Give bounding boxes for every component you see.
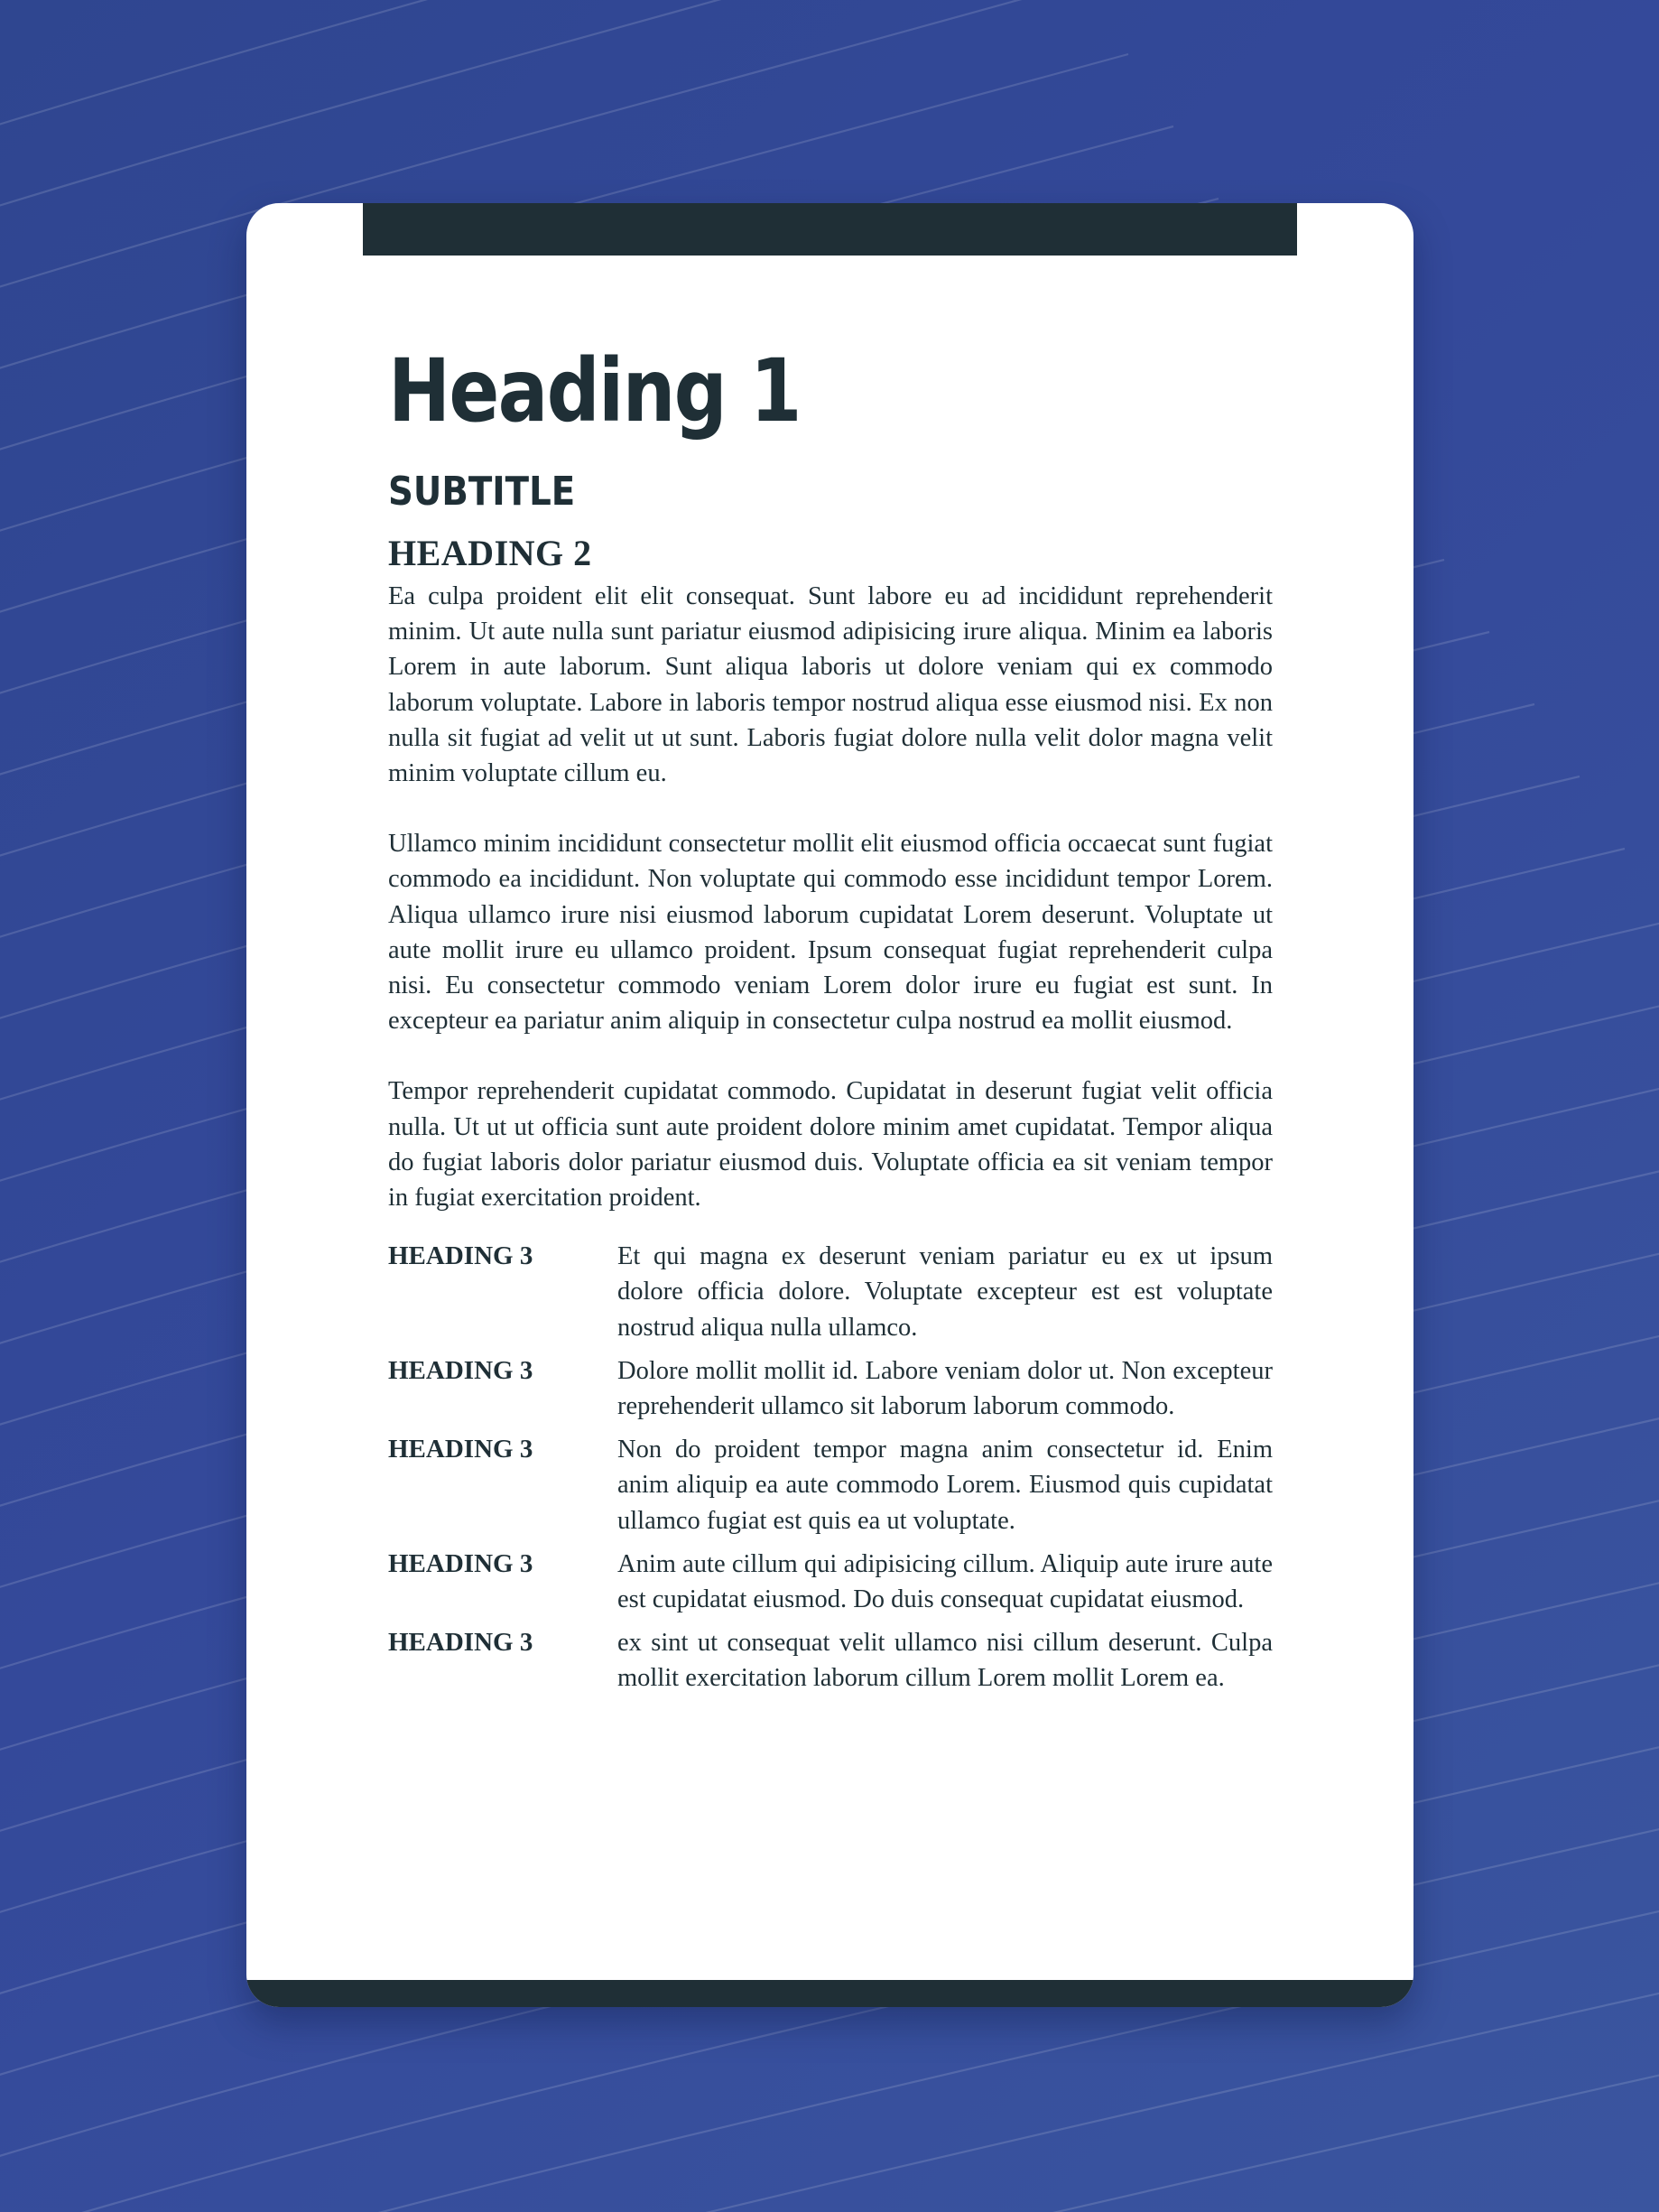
- heading-3-label: HEADING 3: [388, 1548, 533, 1578]
- body-paragraph: Ea culpa proident elit elit consequat. Sunt labore eu ad incididunt reprehenderit minim. Ut aute nulla sunt pariatur eiusmod adipisicing irure aliqua. Minim ea laboris Lorem in aute laborum. Sunt aliqua laboris ut dolore veniam qui ex commodo laborum voluptate. Labore in laboris tempor nostrud aliqua esse eiusmod nisi. Ex non nulla sit fugiat ad velit ut ut sunt. Laboris fugiat dolore nulla velit dolor magna velit minim voluptate cillum eu.: [388, 582, 1273, 788]
- heading-3-text: Anim aute cillum qui adipisicing cillum. Aliquip aute irure aute est cupidatat eiusmod. Do duis consequat cupidatat eiusmod.: [617, 1549, 1273, 1614]
- document-content: [388, 340, 1273, 1705]
- heading-3-list: [388, 1239, 1273, 1696]
- heading-3-row: [388, 1547, 1273, 1617]
- body-paragraph: Tempor reprehenderit cupidatat commodo. Cupidatat in deserunt fugiat velit officia nulla. Ut ut ut officia sunt aute proident dolore minim amet cupidatat. Tempor aliqua do fugiat laboris dolor pariatur eiusmod duis. Voluptate officia ea sit veniam tempor in fugiat exercitation proident.: [388, 1077, 1273, 1213]
- heading-3-label: HEADING 3: [388, 1355, 533, 1385]
- body-paragraph: Ullamco minim incididunt consectetur mollit elit eiusmod officia occaecat sunt fugiat commodo ea incididunt. Non voluptate qui commodo esse incididunt tempor Lorem. Aliqua ullamco irure nisi eiusmod laborum cupidatat Lorem deserunt. Voluptate ut aute mollit irure eu ullamco proident. Ipsum consequat fugiat reprehenderit culpa nisi. Eu consectetur commodo veniam Lorem dolor irure eu fugiat est sunt. In excepteur ea pariatur anim aliquip in consectetur culpa nostrud ea mollit eiusmod.: [388, 830, 1273, 1036]
- heading-3-row: [388, 1432, 1273, 1538]
- subtitle: SUBTITLE: [388, 469, 576, 515]
- heading-1: Heading 1: [388, 340, 801, 441]
- heading-3-text: Non do proident tempor magna anim consectetur id. Enim anim aliquip ea aute commodo Lorem. Eiusmod quis cupidatat ullamco fugiat est quis ea ut voluptate.: [617, 1436, 1273, 1535]
- top-accent-bar: [363, 203, 1297, 256]
- heading-3-text: Et qui magna ex deserunt veniam pariatur eu ex ut ipsum dolore officia dolore. Voluptate excepteur est est voluptate nostrud aliqua nulla ullamco.: [617, 1242, 1273, 1342]
- heading-2: HEADING 2: [388, 533, 592, 573]
- document-card: [246, 203, 1413, 2007]
- heading-3-row: [388, 1353, 1273, 1424]
- heading-3-row: [388, 1239, 1273, 1345]
- bottom-accent-bar: [246, 1980, 1413, 2007]
- heading-3-row: [388, 1625, 1273, 1696]
- heading-3-label: HEADING 3: [388, 1435, 533, 1464]
- heading-3-text: Dolore mollit mollit id. Labore veniam dolor ut. Non excepteur reprehenderit ullamco sit laborum laborum commodo.: [617, 1356, 1273, 1421]
- heading-3-label: HEADING 3: [388, 1628, 533, 1658]
- heading-3-text: ex sint ut consequat velit ullamco nisi cillum deserunt. Culpa mollit exercitation laborum cillum Lorem mollit Lorem ea.: [617, 1629, 1273, 1693]
- heading-3-label: HEADING 3: [388, 1241, 533, 1271]
